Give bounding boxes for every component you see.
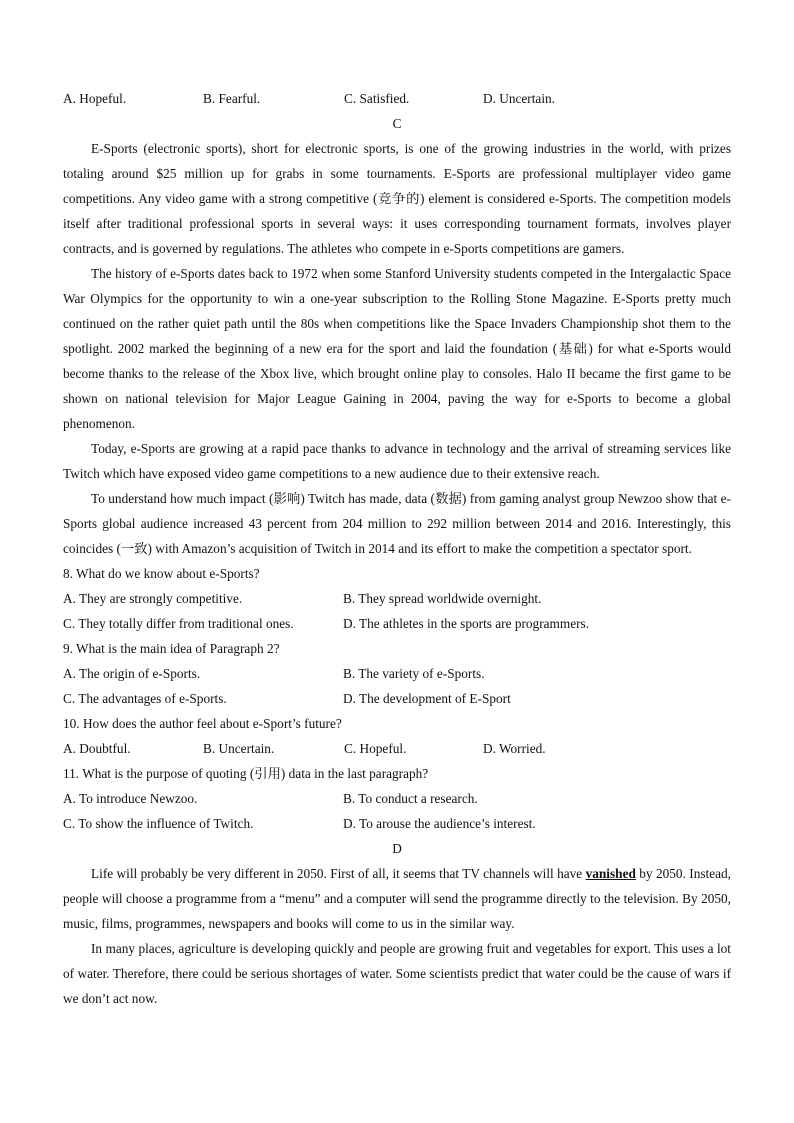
- prev-question-options: [63, 86, 731, 111]
- question-8-stem: 8. What do we know about e-Sports?: [63, 566, 260, 581]
- option-a: A. Hopeful.: [63, 91, 127, 106]
- question-8-row-1: [63, 586, 731, 611]
- question-11-stem: 11. What is the purpose of quoting (引用) data in the last paragraph?: [63, 766, 429, 781]
- q8-option-b: B. They spread worldwide overnight.: [343, 591, 542, 606]
- q11-option-d: D. To arouse the audience’s interest.: [343, 816, 536, 831]
- q10-option-c: C. Hopeful.: [344, 741, 407, 756]
- option-b: B. Fearful.: [203, 91, 261, 106]
- q10-option-b: B. Uncertain.: [203, 741, 275, 756]
- q9-option-a: A. The origin of e-Sports.: [63, 666, 201, 681]
- q11-option-c: C. To show the influence of Twitch.: [63, 816, 254, 831]
- q9-option-b: B. The variety of e-Sports.: [343, 666, 485, 681]
- question-11-row-1: [63, 786, 731, 811]
- q10-option-d: D. Worried.: [483, 741, 546, 756]
- q11-option-b: B. To conduct a research.: [343, 791, 478, 806]
- option-d: D. Uncertain.: [483, 91, 555, 106]
- passage-c-label: C: [392, 116, 402, 131]
- question-11-row-2: [63, 811, 731, 836]
- question-10-options: [63, 736, 731, 761]
- passage-d-label: D: [392, 841, 402, 856]
- question-9-row-2: [63, 686, 731, 711]
- passage-c-paragraph-3: Today, e-Sports are growing at a rapid pace thanks to advance in technology and the arrival of streaming services like Twitch which have exposed video game competitions to a new audience due to their extensive reach.: [63, 441, 731, 481]
- vocab-word-vanished: vanished: [585, 866, 636, 881]
- q8-option-a: A. They are strongly competitive.: [63, 591, 243, 606]
- question-10-stem: 10. How does the author feel about e-Sport’s future?: [63, 716, 342, 731]
- q9-option-c: C. The advantages of e-Sports.: [63, 691, 227, 706]
- exam-page: [63, 86, 731, 1011]
- q8-option-d: D. The athletes in the sports are programmers.: [343, 616, 590, 631]
- q11-option-a: A. To introduce Newzoo.: [63, 791, 198, 806]
- passage-d-p1-after: by 2050. Instead, people will choose a programme from a “menu” and a computer will send the programme directly to the television. By 2050, music, films, programmes, newspapers and books will come to us in the similar way.: [63, 866, 731, 931]
- passage-d-paragraph-2: In many places, agriculture is developing quickly and people are growing fruit and vegetables for export. This uses a lot of water. Therefore, there could be serious shortages of water. Some scientists predict that water could be the cause of wars if we don’t act now.: [63, 941, 731, 1006]
- question-9-stem: 9. What is the main idea of Paragraph 2?: [63, 641, 280, 656]
- q8-option-c: C. They totally differ from traditional ones.: [63, 616, 294, 631]
- question-9-row-1: [63, 661, 731, 686]
- passage-c-paragraph-4: To understand how much impact (影响) Twitch has made, data (数据) from gaming analyst group Newzoo show that e-Sports global audience increased 43 percent from 204 million to 292 million between 2014 and 2016. Interestingly, this coincides (一致) with Amazon’s acquisition of Twitch in 2014 and its effort to make the competition a spectator sport.: [63, 491, 731, 556]
- passage-d-p1-before: Life will probably be very different in 2050. First of all, it seems that TV channels will have: [91, 866, 586, 881]
- passage-c-paragraph-1: E-Sports (electronic sports), short for electronic sports, is one of the growing industries in the world, with prizes totaling around $25 million up for grabs in some tournaments. E-Sports are professional multiplayer video game competitions. Any video game with a strong competitive (竞争的) element is considered e-Sports. The competition models itself after traditional professional sports in several ways: it uses corresponding tournament formats, involves player contracts, and is governed by regulations. The athletes who compete in e-Sports competitions are gamers.: [63, 141, 731, 256]
- passage-d-paragraph-1: [63, 861, 731, 936]
- question-8-row-2: [63, 611, 731, 636]
- q9-option-d: D. The development of E-Sport: [343, 691, 511, 706]
- passage-c-paragraph-2: The history of e-Sports dates back to 1972 when some Stanford University students competed in the Intergalactic Space War Olympics for the opportunity to win a one-year subscription to the Rolling Stone Magazine. E-Sports pretty much continued on the rather quiet path until the 80s when competitions like the Space Invaders Championship shot them to the spotlight. 2002 marked the beginning of a new era for the sport and laid the foundation (基础) for what e-Sports would become thanks to the release of the Xbox live, which brought online play to consoles. Halo II became the first game to be shown on national television for Major League Gaining in 2004, paving the way for e-Sports to become a global phenomenon.: [63, 266, 731, 431]
- option-c: C. Satisfied.: [344, 91, 410, 106]
- q10-option-a: A. Doubtful.: [63, 741, 131, 756]
